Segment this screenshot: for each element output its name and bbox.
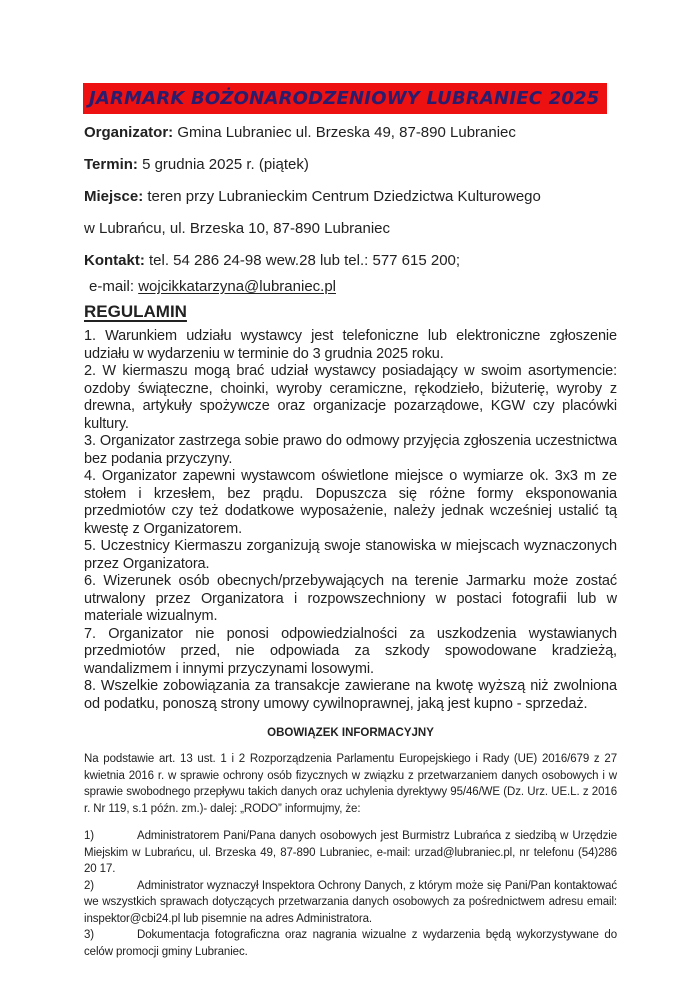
- regulamin-list: [84, 328, 617, 713]
- place-value: teren przy Lubranieckim Centrum Dziedzictwa Kulturowego: [143, 188, 541, 205]
- regulamin-item-5: 5. Uczestnicy Kiermaszu zorganizują swoje stanowiska w miejscach wyznaczonych przez Organizatora.: [84, 538, 617, 572]
- date-label: Termin:: [84, 156, 138, 173]
- regulamin-item-4: 4. Organizator zapewni wystawcom oświetlone miejsce o wymiarze ok. 3x3 m ze stołem i krzesłem, bez prądu. Dopuszcza się różne formy eksponowania przedmiotów czy też dodatkowe wyposażenie, należy jednak wcześniej ustalić tą kwestę z Organizatorem.: [84, 468, 617, 537]
- regulamin-item-1: 1. Warunkiem udziału wystawcy jest telefoniczne lub elektroniczne zgłoszenie udziału w wydarzeniu w terminie do 3 grudnia 2025 roku.: [84, 328, 617, 362]
- rodo-item-1-text: Administratorem Pani/Pana danych osobowych jest Burmistrz Lubrańca z siedzibą w Urzędzie Miejskim w Lubrańcu, ul. Brzeska 49, 87-890 Lubraniec, e-mail: urzad@lubraniec.pl, nr telefonu (54)286 20 17.: [84, 830, 617, 875]
- place-line: [84, 187, 617, 206]
- contact-label: Kontakt:: [84, 252, 145, 269]
- rodo-item-3-text: Dokumentacja fotograficzna oraz nagrania wizualne z wydarzenia będą wykorzystywane do celów promocji gminy Lubraniec.: [84, 929, 617, 958]
- organizer-value: Gmina Lubraniec ul. Brzeska 49, 87-890 Lubraniec: [173, 124, 516, 141]
- page-title: JARMARK BOŻONARODZENIOWY LUBRANIEC 2025: [89, 88, 600, 109]
- date-value: 5 grudnia 2025 r. (piątek): [137, 156, 309, 173]
- event-info-block: [84, 123, 617, 296]
- regulamin-heading: REGULAMIN: [84, 302, 187, 321]
- document-content: [84, 83, 617, 960]
- place-address-line: [84, 219, 617, 238]
- rodo-heading: OBOWIĄZEK INFORMACYJNY: [267, 727, 434, 739]
- rodo-item-2-number: 2): [84, 879, 95, 892]
- regulamin-item-7: 7. Organizator nie ponosi odpowiedzialności za uszkodzenia wystawianych przedmiotów przed, nie odpowiada za szkody spowodowane kradzieżą, wandalizmem i innymi przyczynami losowymi.: [84, 625, 617, 677]
- rodo-item-3-number: 3): [84, 929, 95, 941]
- regulamin-item-3: 3. Organizator zastrzega sobie prawo do odmowy przyjęcia zgłoszenia uczestnictwa bez podania przyczyny.: [84, 433, 617, 467]
- title-banner: [83, 83, 607, 114]
- rodo-item-2: [84, 878, 617, 928]
- rodo-item-1-number: 1): [84, 830, 95, 842]
- email-prefix: e-mail:: [89, 278, 139, 295]
- email-line: [89, 277, 617, 296]
- rodo-item-2-text: Administrator wyznaczył Inspektora Ochrony Danych, z którym może się Pani/Pan kontaktować we wszystkich sprawach dotyczących przetwarzania danych osobowych za pośrednictwem adresu email: inspektor@cbi24.pl lub pisemnie na adres Administratora.: [84, 879, 617, 925]
- rodo-item-3: [84, 927, 617, 960]
- rodo-list: [84, 828, 617, 960]
- contact-line: [84, 251, 617, 270]
- regulamin-item-8: 8. Wszelkie zobowiązania za transakcje zawierane na kwotę wyższą niż zwolniona od podatku, ponoszą strony umowy cywilnoprawnej, jaką jest kupno - sprzedaż.: [84, 678, 617, 712]
- organizer-label: Organizator:: [84, 124, 174, 141]
- date-line: [84, 155, 617, 174]
- rodo-intro: Na podstawie art. 13 ust. 1 i 2 Rozporządzenia Parlamentu Europejskiego i Rady (UE) 2016/679 z 27 kwietnia 2016 r. w sprawie ochrony osób fizycznych w związku z przetwarzaniem danych osobowych i w sprawie swobodnego przepływu takich danych oraz uchylenia dyrektywy 95/46/WE (Dz. Urz. UE.L. z 2016 r. Nr 119, s.1 późn. zm.)- dalej: „RODO” informujmy, że:: [84, 753, 617, 815]
- rodo-item-1: [84, 828, 617, 878]
- organizer-line: [84, 123, 617, 142]
- place-label: Miejsce:: [84, 188, 144, 205]
- contact-email-link[interactable]: wojcikkatarzyna@lubraniec.pl: [138, 278, 336, 295]
- contact-value: tel. 54 286 24-98 wew.28 lub tel.: 577 615 200;: [144, 252, 461, 269]
- regulamin-item-6: 6. Wizerunek osób obecnych/przebywających na terenie Jarmarku może zostać utrwalony przez Organizatora i rozpowszechniony w postaci fotografii lub w materiale wizualnym.: [84, 573, 617, 624]
- place-address-value: w Lubrańcu, ul. Brzeska 10, 87-890 Lubraniec: [84, 220, 391, 237]
- regulamin-item-2: 2. W kiermaszu mogą brać udział wystawcy posiadający w swoim asortymencie: ozdoby świąteczne, choinki, wyroby ceramiczne, rękodzieło, biżuterię, wyroby z drewna, artykuły spożywcze oraz organizacje pozarządowe, KGW czy placówki kultury.: [84, 363, 617, 432]
